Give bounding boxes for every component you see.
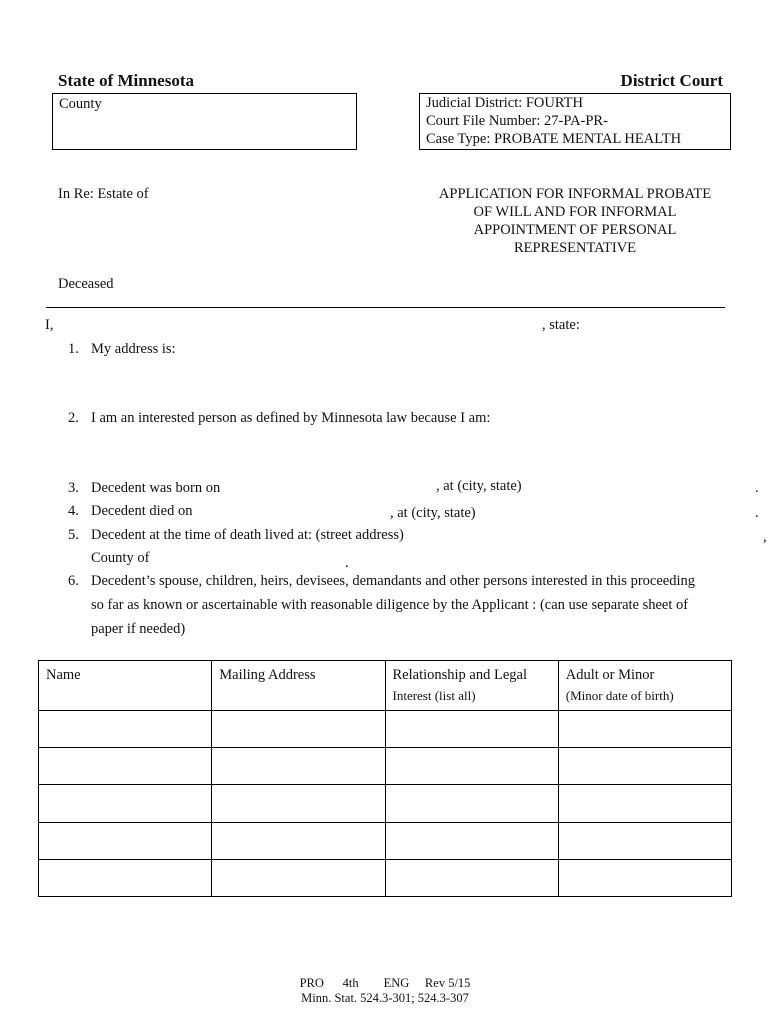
table-cell[interactable]: [39, 785, 212, 822]
table-cell[interactable]: [558, 748, 731, 785]
in-re-label: In Re: Estate of: [58, 186, 149, 202]
column-header: [558, 661, 731, 711]
died-on-label: Decedent died on: [91, 503, 193, 519]
case-info-box: [419, 93, 731, 150]
table-cell[interactable]: [558, 711, 731, 748]
item-number: 4.: [68, 503, 79, 519]
column-header: [212, 661, 385, 711]
relationship-subheader: Interest (list all): [392, 688, 476, 703]
table-cell[interactable]: [385, 711, 558, 748]
table-cell[interactable]: [39, 859, 212, 896]
item-number: 3.: [68, 480, 79, 496]
table-cell[interactable]: [558, 785, 731, 822]
birth-place-label: , at (city, state): [436, 478, 522, 494]
mailing-address-header: Mailing Address: [219, 667, 316, 683]
case-type: Case Type: PROBATE MENTAL HEALTH: [426, 131, 682, 147]
title-line: REPRESENTATIVE: [513, 240, 637, 256]
table-row: [39, 711, 732, 748]
county-of-label: County of: [91, 550, 150, 566]
table-cell[interactable]: [212, 785, 385, 822]
item-number: 1.: [68, 341, 79, 357]
interested-persons-text: Decedent’s spouse, children, heirs, devisees, demandants and other persons interested in this proceeding: [91, 573, 695, 589]
table-cell[interactable]: [212, 859, 385, 896]
residence-label: Decedent at the time of death lived at: (street address): [91, 527, 404, 543]
line-end-period: .: [755, 480, 759, 496]
interested-persons-text: so far as known or ascertainable with reasonable diligence by the Applicant : (can use separate sheet of: [91, 597, 689, 613]
caption-divider: [46, 307, 725, 308]
table-row: [39, 748, 732, 785]
adult-minor-subheader: (Minor date of birth): [565, 688, 674, 703]
table-cell[interactable]: [385, 785, 558, 822]
court-heading: District Court: [620, 71, 723, 90]
judicial-district: Judicial District: FOURTH: [426, 95, 584, 111]
table-row: [39, 859, 732, 896]
table-cell[interactable]: [385, 859, 558, 896]
table-cell[interactable]: [212, 822, 385, 859]
applicant-label: I,: [45, 317, 54, 333]
table-cell[interactable]: [558, 859, 731, 896]
line-end-period: .: [755, 505, 759, 521]
name-header: Name: [46, 667, 81, 683]
table-header-row: [39, 661, 732, 711]
interested-person-label: I am an interested person as defined by Minnesota law because I am:: [91, 410, 491, 426]
table-cell[interactable]: [39, 822, 212, 859]
state-label: , state:: [542, 317, 580, 333]
table-cell[interactable]: [558, 822, 731, 859]
line-end-period: .: [345, 555, 349, 571]
born-on-label: Decedent was born on: [91, 480, 221, 496]
table-row: [39, 822, 732, 859]
form-code: [0, 976, 770, 991]
form-code-text: PRO 4th ENG Rev 5/15: [299, 976, 471, 990]
column-header: [39, 661, 212, 711]
item-number: 5.: [68, 527, 79, 543]
title-line: APPLICATION FOR INFORMAL PROBATE: [438, 186, 712, 202]
column-header: [385, 661, 558, 711]
adult-minor-header: Adult or Minor: [565, 667, 655, 683]
deceased-label: Deceased: [58, 276, 114, 292]
document-title: [410, 185, 740, 257]
table-cell[interactable]: [212, 748, 385, 785]
table-cell[interactable]: [39, 748, 212, 785]
statute-text: Minn. Stat. 524.3-301; 524.3-307: [301, 991, 469, 1005]
interested-persons-text: paper if needed): [91, 621, 186, 637]
death-place-label: , at (city, state): [390, 505, 476, 521]
statute-reference: [0, 991, 770, 1006]
item-number: 6.: [68, 573, 79, 589]
state-heading: State of Minnesota: [58, 71, 194, 90]
court-file-number: Court File Number: 27-PA-PR-: [426, 113, 608, 129]
item-number: 2.: [68, 410, 79, 426]
table-cell[interactable]: [212, 711, 385, 748]
county-label: County: [59, 96, 102, 112]
county-box[interactable]: [52, 93, 357, 150]
table-cell[interactable]: [39, 711, 212, 748]
interested-persons-table: [38, 660, 732, 897]
table-cell[interactable]: [385, 748, 558, 785]
title-line: APPOINTMENT OF PERSONAL: [473, 222, 677, 238]
table-cell[interactable]: [385, 822, 558, 859]
title-line: OF WILL AND FOR INFORMAL: [473, 204, 677, 220]
relationship-header: Relationship and Legal: [392, 667, 527, 683]
table-row: [39, 785, 732, 822]
address-label: My address is:: [91, 341, 176, 357]
line-end-comma: ,: [763, 529, 767, 545]
